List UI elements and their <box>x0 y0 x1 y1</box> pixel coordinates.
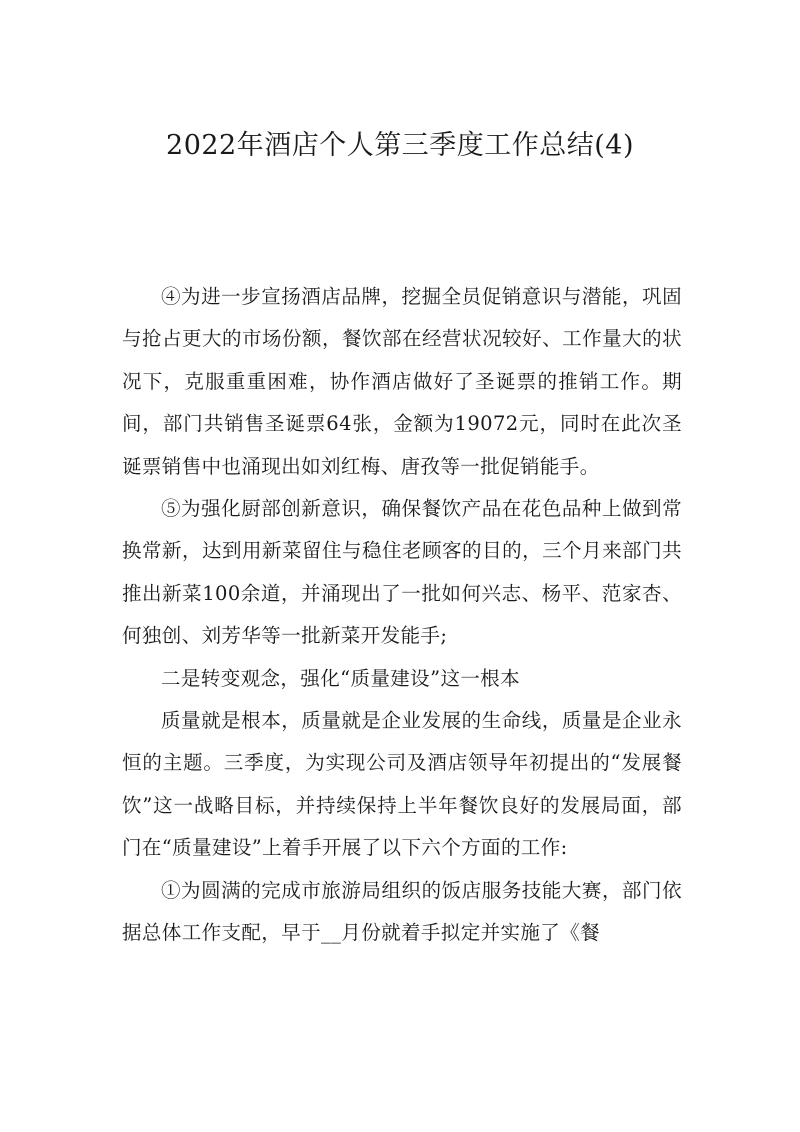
paragraph-quality: 质量就是根本，质量就是企业发展的生命线，质量是企业永恒的主题。三季度，为实现公司及酒店领导年初提出的“发展餐饮”这一战略目标，并持续保持上半年餐饮良好的发展局面，部门在“质量建设”上着手开展了以下六个方面的工作: <box>122 709 682 860</box>
section-heading-quality: 二是转变观念，强化“质量建设”这一根本 <box>161 666 521 690</box>
document-body <box>122 276 682 955</box>
paragraph-new-dishes: ⑤为强化厨部创新意识，确保餐饮产品在花色品种上做到常换常新，达到用新菜留住与稳住老顾客的目的，三个月来部门共推出新菜100余道，并涌现出了一批如何兴志、杨平、范家杏、何独创、刘芳华等一批新菜开发能手; <box>122 497 682 648</box>
paragraph-skills-contest: ①为圆满的完成市旅游局组织的饭店服务技能大赛，部门依据总体工作支配，早于__月份就着手拟定并实施了《餐 <box>122 878 682 945</box>
document-title: 2022年酒店个人第三季度工作总结(4) <box>166 130 634 161</box>
paragraph-promotion: ④为进一步宣扬酒店品牌，挖掘全员促销意识与潜能，巩固与抢占更大的市场份额，餐饮部在经营状况较好、工作量大的状况下，克服重重困难，协作酒店做好了圣诞票的推销工作。期间，部门共销售圣诞票64张，金额为19072元，同时在此次圣诞票销售中也涌现出如刘红梅、唐孜等一批促销能手。 <box>122 285 682 478</box>
